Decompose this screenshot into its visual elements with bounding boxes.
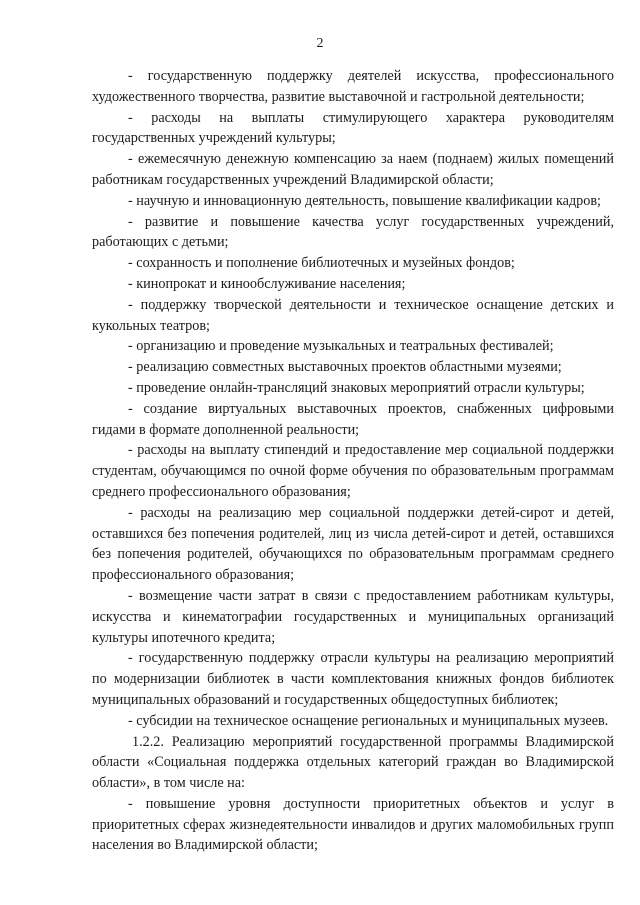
paragraph-14: - расходы на реализацию мер социальной поддержки детей-сирот и детей, оставшихся без попечения родителей, лиц из числа детей-сирот и детей, оставшихся без попечения родителей, обучающихся по образовательным программам среднего профессионального образования; (92, 504, 614, 584)
paragraph-15: - возмещение части затрат в связи с предоставлением работникам культуры, искусства и кинематографии государственных и муниципальных организаций культуры ипотечного кредита; (92, 587, 614, 646)
paragraph-5: - развитие и повышение качества услуг государственных учреждений, работающих с детьми; (92, 213, 614, 251)
paragraph-3: - ежемесячную денежную компенсацию за наем (поднаем) жилых помещений работникам государственных учреждений Владимирской области; (92, 151, 614, 188)
paragraph-12: - создание виртуальных выставочных проектов, снабженных цифровыми гидами в формате дополненной реальности; (92, 400, 614, 438)
paragraph-7: - кинопрокат и кинообслуживание населения; (128, 275, 406, 292)
section-heading-1-2-2: 1.2.2. Реализацию мероприятий государственной программы Владимирской области «Социальная поддержка отдельных категорий граждан во Владимирской области», в том числе на: (92, 733, 614, 792)
paragraph-8: - поддержку творческой деятельности и техническое оснащение детских и кукольных театров; (92, 296, 614, 334)
page-number: 2 (316, 36, 324, 51)
document-body (92, 66, 614, 856)
paragraph-17: - субсидии на техническое оснащение региональных и муниципальных музеев. (128, 712, 609, 729)
paragraph-2: - расходы на выплаты стимулирующего характера руководителям государственных учреждений культуры; (92, 109, 614, 147)
paragraph-9: - организацию и проведение музыкальных и театральных фестивалей; (128, 338, 554, 355)
paragraph-10: - реализацию совместных выставочных проектов областными музеями; (128, 359, 562, 376)
paragraph-1: - государственную поддержку деятелей искусства, профессионального художественного творчества, развитие выставочной и гастрольной деятельности; (92, 68, 614, 105)
paragraph-4: - научную и инновационную деятельность, повышение квалификации кадров; (128, 192, 601, 209)
paragraph-19: - повышение уровня доступности приоритетных объектов и услуг в приоритетных сферах жизнедеятельности инвалидов и других маломобильных групп населения во Владимирской области; (92, 795, 614, 854)
paragraph-6: - сохранность и пополнение библиотечных и музейных фондов; (128, 255, 515, 272)
paragraph-16: - государственную поддержку отрасли культуры на реализацию мероприятий по модернизации библиотек в части комплектования книжных фондов библиотек муниципальных образований и государственных общедоступных библиотек; (92, 650, 614, 708)
paragraph-11: - проведение онлайн-трансляций знаковых мероприятий отрасли культуры; (128, 379, 585, 396)
paragraph-13: - расходы на выплату стипендий и предоставление мер социальной поддержки студентам, обучающимся по очной форме обучения по образовательным программам среднего профессионального образования; (92, 442, 614, 500)
